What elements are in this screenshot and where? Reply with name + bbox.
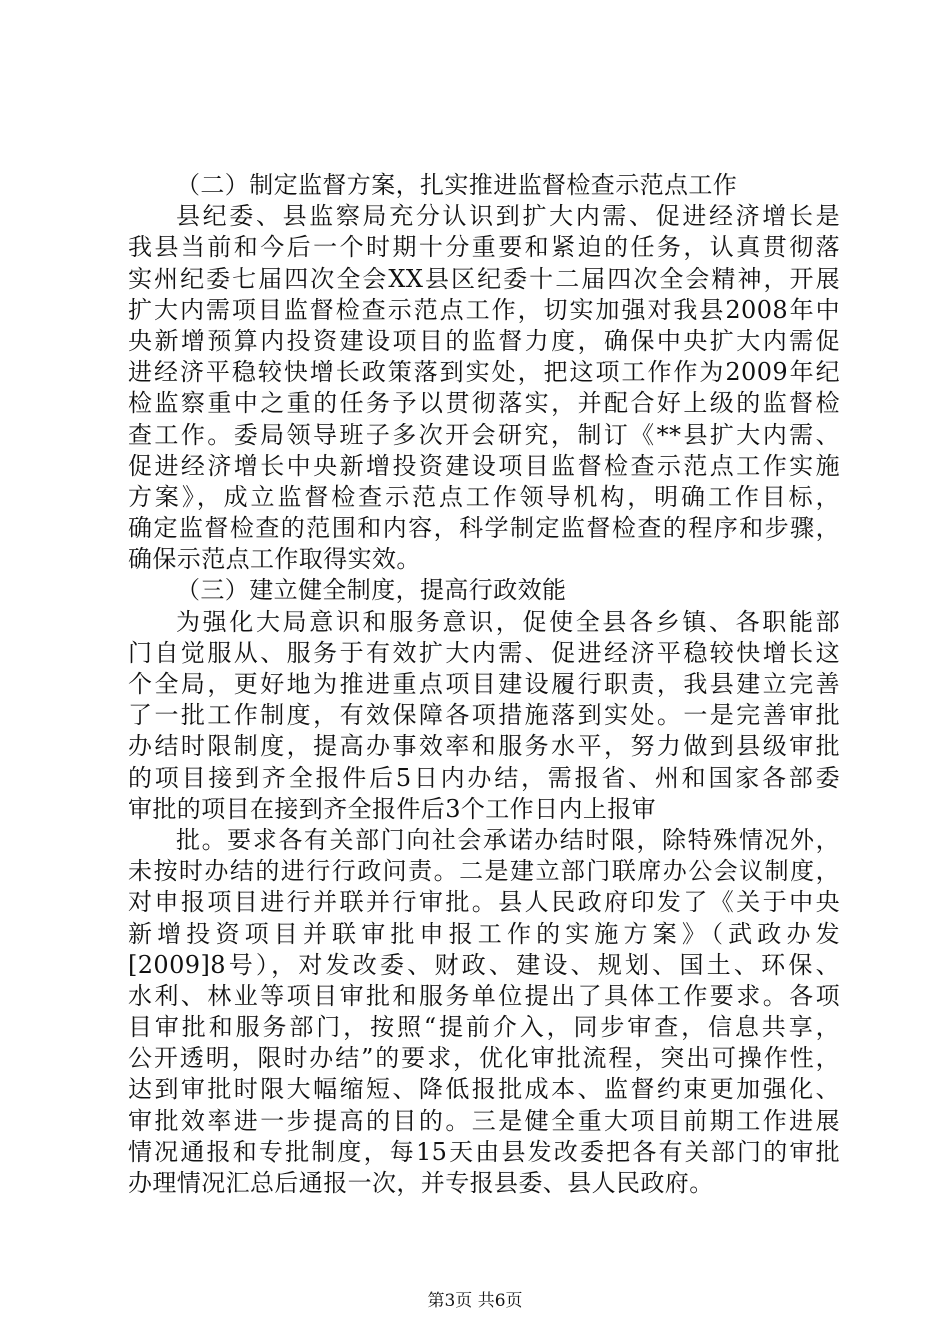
- text-line: 办结时限制度，提高办事效率和服务水平，努力做到县级审批: [128, 732, 840, 761]
- paragraph-first-line: 为强化大局意识和服务意识，促使全县各乡镇、各职能部: [176, 607, 840, 636]
- text-line: 个全局，更好地为推进重点项目建设履行职责，我县建立完善: [128, 670, 840, 698]
- text-line: [2009]8号），对发改委、财政、建设、规划、国土、环保、: [128, 950, 840, 979]
- text-line: 确定监督检查的范围和内容，科学制定监督检查的程序和步骤，: [128, 514, 840, 543]
- text-line: 查工作。委局领导班子多次开会研究，制订《**县扩大内需、: [128, 420, 840, 449]
- text-line: 促进经济增长中央新增投资建设项目监督检查示范点工作实施: [128, 451, 840, 480]
- text-line: 对申报项目进行并联并行审批。县人民政府印发了《关于中央: [128, 888, 840, 917]
- text-line: 确保示范点工作取得实效。: [128, 545, 421, 574]
- text-line: 的项目接到齐全报件后5日内办结，需报省、州和国家各部委: [128, 763, 840, 792]
- text-line: 达到审批时限大幅缩短、降低报批成本、监督约束更加强化、: [128, 1075, 840, 1104]
- text-line: 了一批工作制度，有效保障各项措施落到实处。一是完善审批: [128, 701, 840, 730]
- paragraph-first-line: 县纪委、县监察局充分认识到扩大内需、促进经济增长是: [176, 202, 840, 231]
- text-line: 办理情况汇总后通报一次，并专报县委、县人民政府。: [128, 1169, 714, 1197]
- paragraph-first-line: （三）建立健全制度，提高行政效能: [176, 576, 567, 605]
- text-line: 检监察重中之重的任务予以贯彻落实，并配合好上级的监督检: [128, 389, 840, 418]
- text-line: 公开透明，限时办结”的要求，优化审批流程，突出可操作性，: [128, 1044, 840, 1073]
- text-line: 情况通报和专批制度，每15天由县发改委把各有关部门的审批: [128, 1137, 840, 1166]
- text-line: 目审批和服务部门，按照“提前介入，同步审查，信息共享，: [128, 1013, 840, 1042]
- text-line: 未按时办结的进行行政问责。二是建立部门联席办公会议制度，: [128, 857, 840, 886]
- paragraph-first-line: 批。要求各有关部门向社会承诺办结时限，除特殊情况外，: [176, 825, 840, 854]
- text-line: 我县当前和今后一个时期十分重要和紧迫的任务，认真贯彻落: [128, 233, 840, 262]
- text-line: 实州纪委七届四次全会XX县区纪委十二届四次全会精神，开展: [128, 264, 840, 293]
- paragraph-first-line: （二）制定监督方案，扎实推进监督检查示范点工作: [176, 171, 738, 199]
- text-line: 扩大内需项目监督检查示范点工作，切实加强对我县2008年中: [128, 295, 840, 324]
- text-line: 进经济平稳较快增长政策落到实处，把这项工作作为2009年纪: [128, 358, 840, 387]
- text-line: 审批效率进一步提高的目的。三是健全重大项目前期工作进展: [128, 1106, 840, 1135]
- text-line: 审批的项目在接到齐全报件后3个工作日内上报审: [128, 794, 657, 823]
- text-line: 门自觉服从、服务于有效扩大内需、促进经济平稳较快增长这: [128, 638, 840, 667]
- document-body: [128, 170, 840, 1199]
- text-line: 新增投资项目并联审批申报工作的实施方案》（武政办发: [128, 919, 840, 948]
- text-line: 央新增预算内投资建设项目的监督力度，确保中央扩大内需促: [128, 326, 840, 355]
- text-line: 水利、林业等项目审批和服务单位提出了具体工作要求。各项: [128, 981, 840, 1010]
- text-line: 方案》，成立监督检查示范点工作领导机构，明确工作目标，: [128, 482, 840, 511]
- page-footer: 第3页 共6页: [427, 1291, 523, 1311]
